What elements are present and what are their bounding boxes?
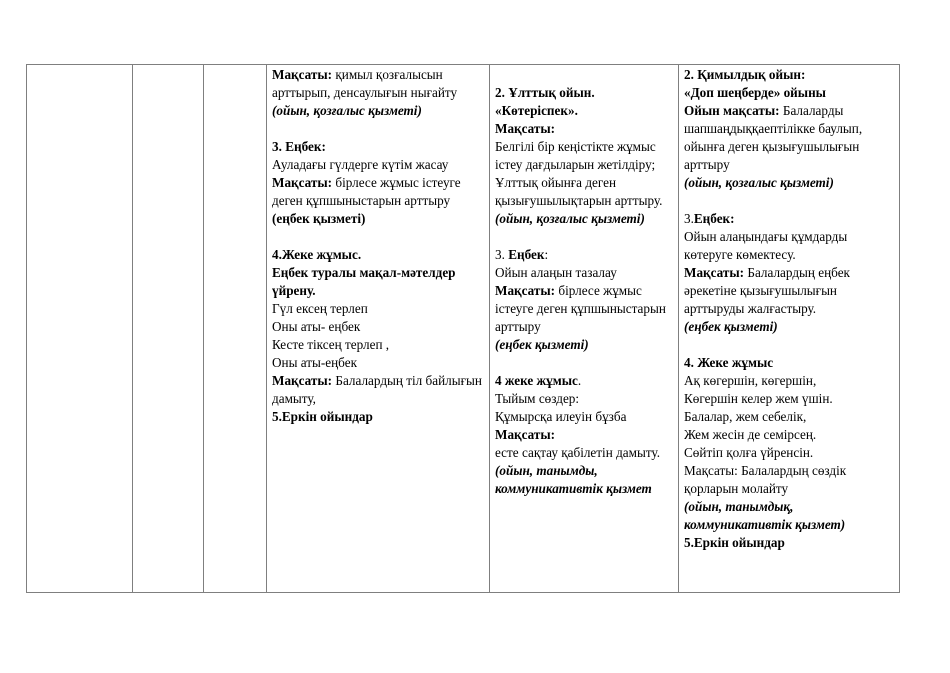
text-line <box>272 318 485 336</box>
body-text: Жем жесін де семірсең. <box>684 427 817 442</box>
text-line <box>684 444 895 462</box>
text-line <box>684 210 895 228</box>
text-line <box>495 390 674 408</box>
category-note: (ойын, қозғалыс қызметі) <box>495 211 645 226</box>
heading-text: Еңбек <box>508 247 545 262</box>
text-line <box>272 408 485 426</box>
text-line <box>495 444 674 462</box>
body-text: есте сақтау қабілетін дамыту. <box>495 445 660 460</box>
heading-text: 4.Жеке жұмыс. <box>272 247 362 262</box>
table-row <box>27 65 900 593</box>
text-line <box>684 534 895 552</box>
text-line <box>272 264 485 300</box>
heading-text: Еңбек туралы мақал-мәтелдер үйрену. <box>272 265 456 298</box>
text-line <box>495 408 674 426</box>
body-text: Оны аты- еңбек <box>272 319 361 334</box>
body-text: Балалар, жем себелік, <box>684 409 807 424</box>
spacer <box>272 228 485 246</box>
text-line <box>272 174 485 228</box>
heading-text: 2. Ұлттық ойын. <box>495 85 595 100</box>
heading-text: «Доп шеңберде» ойыны <box>684 85 826 100</box>
activity-cell-3 <box>679 65 900 593</box>
body-text: Құмырсқа илеуін бұзба <box>495 409 627 424</box>
body-text: Тыйым сөздер: <box>495 391 580 406</box>
body-text: Белгілі бір кеңістікте жұмыс істеу дағдыларын жетілдіру; <box>495 139 656 172</box>
body-text: қимыл қозғалысын арттырып, денсаулығын нығайту <box>272 67 458 100</box>
body-text: 3. <box>684 211 694 226</box>
body-text: бірлесе жұмыс істеуге деген құпшыныстарын арттыру <box>272 175 461 208</box>
text-line <box>684 84 895 102</box>
body-text: Ауладағы гүлдерге күтім жасау <box>272 157 449 172</box>
text-line <box>495 282 674 336</box>
body-text: Кесте тіксең терлеп , <box>272 337 390 352</box>
text-line <box>684 408 895 426</box>
text-line <box>684 66 895 84</box>
heading-text: 4 жеке жұмыс <box>495 373 578 388</box>
text-line <box>272 246 485 264</box>
body-text: Балалардың еңбек әрекетіне қызығушылығын арттыруды жалғастыру. <box>684 265 850 316</box>
text-line <box>684 174 895 192</box>
text-line <box>272 354 485 372</box>
spacer <box>495 66 674 84</box>
label-text: Мақсаты: <box>272 67 333 82</box>
text-line <box>684 498 895 534</box>
category-note: (ойын, қозғалыс қызметі) <box>684 175 834 190</box>
body-text: Сөйтіп қолға үйренсін. <box>684 445 814 460</box>
text-line <box>684 354 895 372</box>
text-line <box>684 390 895 408</box>
text-line <box>495 102 674 120</box>
body-text: Көгершін келер жем үшін. <box>684 391 833 406</box>
text-line <box>495 372 674 390</box>
text-line <box>684 372 895 390</box>
text-line <box>495 246 674 264</box>
body-text: Мақсаты: Балалардың сөздік қорларын молайту <box>684 463 847 496</box>
label-text: Мақсаты: <box>495 283 556 298</box>
activity-cell-2 <box>490 65 679 593</box>
label-text: Мақсаты: <box>272 175 333 190</box>
heading-text: 4. Жеке жұмыс <box>684 355 774 370</box>
text-line <box>272 156 485 174</box>
plan-table <box>26 64 900 593</box>
text-line <box>272 138 485 156</box>
body-text: Гүл ексең терлеп <box>272 301 368 316</box>
spacer <box>495 228 674 246</box>
text-line <box>684 462 895 498</box>
text-line <box>272 102 485 120</box>
body-text: : <box>544 247 549 262</box>
heading-text: 3. Еңбек: <box>272 139 326 154</box>
spacer <box>684 192 895 210</box>
text-line <box>495 120 674 138</box>
text-line <box>684 102 895 174</box>
activity-cell-1 <box>267 65 490 593</box>
body-text: Балаларды шапшаңдыққаептілікке баулып, ойынға деген қызығушылығын арттыру <box>684 103 863 172</box>
category-note: (ойын, қозғалыс қызметі) <box>272 103 422 118</box>
heading-text: Еңбек: <box>693 211 735 226</box>
text-line <box>495 264 674 282</box>
body-text: бірлесе жұмыс істеуге деген құпшыныстарын арттыру <box>495 283 666 334</box>
heading-text: «Көтеріспек». <box>495 103 578 118</box>
category-note: (ойын, танымды, коммуникативтік қызмет <box>495 463 652 496</box>
empty-cell-1 <box>27 65 133 593</box>
spacer <box>684 336 895 354</box>
spacer <box>272 120 485 138</box>
text-line <box>684 228 895 264</box>
text-line <box>272 336 485 354</box>
heading-text: (еңбек қызметі) <box>272 211 366 226</box>
text-line <box>495 462 674 498</box>
category-note: (еңбек қызметі) <box>684 319 778 334</box>
body-text: Ұлттық ойынға деген қызығушылықтарын арттыру. <box>495 175 663 208</box>
text-line <box>495 174 674 210</box>
body-text: Оны аты-еңбек <box>272 355 357 370</box>
text-line <box>684 264 895 318</box>
heading-text: 5.Еркін ойындар <box>272 409 373 424</box>
text-line <box>495 210 674 228</box>
label-text: Мақсаты: <box>272 373 333 388</box>
body-text: 3. <box>495 247 509 262</box>
text-line <box>684 318 895 336</box>
heading-text: 2. Қимылдық ойын: <box>684 67 806 82</box>
category-note: (еңбек қызметі) <box>495 337 589 352</box>
label-text: Мақсаты: <box>684 265 745 280</box>
body-text: Ақ көгершін, көгершін, <box>684 373 817 388</box>
text-line <box>495 426 674 444</box>
body-text: Ойын алаңын тазалау <box>495 265 617 280</box>
heading-text: Мақсаты: <box>495 427 556 442</box>
text-line <box>272 300 485 318</box>
text-line <box>272 66 485 102</box>
text-line <box>495 84 674 102</box>
text-line <box>495 138 674 174</box>
body-text: Ойын алаңындағы құмдарды көтеруге көмектесу. <box>684 229 848 262</box>
heading-text: Мақсаты: <box>495 121 556 136</box>
body-text: Балалардың тіл байлығын дамыту, <box>272 373 482 406</box>
spacer <box>495 354 674 372</box>
text-line <box>495 336 674 354</box>
empty-cell-3 <box>204 65 267 593</box>
heading-text: 5.Еркін ойындар <box>684 535 785 550</box>
label-text: Ойын мақсаты: <box>684 103 780 118</box>
text-line <box>684 426 895 444</box>
text-line <box>272 372 485 408</box>
empty-cell-2 <box>133 65 204 593</box>
category-note: (ойын, танымдық, коммуникативтік қызмет) <box>684 499 846 532</box>
body-text: . <box>577 373 582 388</box>
